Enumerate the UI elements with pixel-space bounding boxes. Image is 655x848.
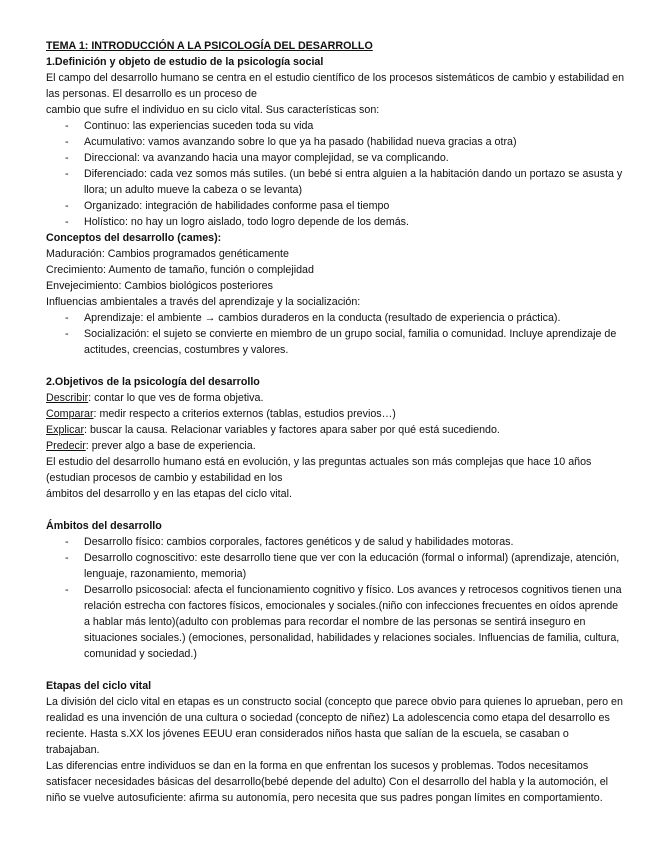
- section-domains: [46, 518, 625, 662]
- section-heading: Conceptos del desarrollo (cames):: [46, 232, 222, 244]
- section-objectives: [46, 374, 625, 502]
- section-concepts: [46, 230, 625, 358]
- paragraph: Envejecimiento: Cambios biológicos posteriores: [46, 280, 273, 292]
- list-item: - Acumulativo: vamos avanzando sobre lo que ya ha pasado (habilidad nueva gracias a otra): [46, 134, 625, 150]
- list-item: - Aprendizaje: el ambiente → cambios duraderos en la conducta (resultado de experiencia o práctica).: [46, 310, 625, 326]
- paragraph: Crecimiento: Aumento de tamaño, función o complejidad: [46, 264, 314, 276]
- list-item: - Desarrollo psicosocial: afecta el funcionamiento cognitivo y físico. Los avances y retrocesos cognitivos tienen una relación estrecha con factores físicos, emocionales y sociales.(niño con infecciones frecuentes en oídos aprende a hablar más lento)(adulto con problemas para recordar el nombre de las personas se sentirá inseguro en situaciones sociales.) (emociones, personalidad, habilidades y relaciones sociales. Influencias de familia, cultura, comunidad y sociedad.): [46, 582, 625, 662]
- characteristics-list: [46, 118, 625, 230]
- objective-line: [46, 438, 625, 454]
- section-heading: Etapas del ciclo vital: [46, 680, 152, 692]
- spacer: [46, 502, 625, 518]
- objective-text: : medir respecto a criterios externos (tablas, estudios previos…): [93, 408, 396, 420]
- paragraph: ámbitos del desarrollo y en las etapas del ciclo vital.: [46, 488, 292, 500]
- domains-list: [46, 534, 625, 662]
- document-title: TEMA 1: INTRODUCCIÓN A LA PSICOLOGÍA DEL DESARROLLO: [46, 40, 373, 52]
- paragraph: El campo del desarrollo humano se centra en el estudio científico de los procesos sistemáticos de cambio y estabilidad en las personas. El desarrollo es un proceso de: [46, 72, 625, 100]
- objective-term: Describir: [46, 392, 89, 404]
- objective-term: Explicar: [46, 424, 85, 436]
- objective-line: [46, 406, 625, 422]
- paragraph: El estudio del desarrollo humano está en evolución, y las preguntas actuales son más complejas que hace 10 años (estudian procesos de cambio y estabilidad en los: [46, 456, 592, 484]
- section-definition: [46, 54, 625, 230]
- objective-text: : prever algo a base de experiencia.: [85, 440, 256, 452]
- objective-term: Predecir: [46, 440, 86, 452]
- objective-line: [46, 422, 625, 438]
- paragraph: Maduración: Cambios programados genéticamente: [46, 248, 289, 260]
- list-item: - Holístico: no hay un logro aislado, todo logro depende de los demás.: [46, 214, 625, 230]
- list-item: - Continuo: las experiencias suceden toda su vida: [46, 118, 625, 134]
- list-item: - Socialización: el sujeto se convierte en miembro de un grupo social, familia o comunidad. Incluye aprendizaje de actitudes, creencias, costumbres y valores.: [46, 326, 625, 358]
- spacer: [46, 358, 625, 374]
- list-item: - Diferenciado: cada vez somos más sutiles. (un bebé si entra alguien a la habitación dando un portazo se asusta y llora; un adulto mueve la cabeza o se levanta): [46, 166, 625, 198]
- objective-term: Comparar: [46, 408, 94, 420]
- list-item: - Desarrollo cognoscitivo: este desarrollo tiene que ver con la educación (formal o informal) (aprendizaje, atención, lenguaje, razonamiento, memoria): [46, 550, 625, 582]
- objective-text: : buscar la causa. Relacionar variables y factores apara saber por qué está sucediendo.: [84, 424, 500, 436]
- section-heading: 1.Definición y objeto de estudio de la psicología social: [46, 56, 324, 68]
- paragraph: cambio que sufre el individuo en su ciclo vital. Sus características son:: [46, 104, 380, 116]
- spacer: [46, 662, 625, 678]
- paragraph: Las diferencias entre individuos se dan en la forma en que enfrentan los sucesos y problemas. Todos necesitamos satisfacer necesidades básicas del desarrollo(bebé depende del adulto) Con el desarrollo del habla y la automoción, el niño se vuelve autosuficiente: afirma su autonomía, pero necesita que sus padres pongan límites en comportamiento.: [46, 760, 609, 804]
- objective-line: [46, 390, 625, 406]
- section-stages: [46, 678, 625, 806]
- section-heading: 2.Objetivos de la psicología del desarrollo: [46, 376, 260, 388]
- paragraph: La división del ciclo vital en etapas es un constructo social (concepto que parece obvio para quienes lo aprueban, pero en realidad es una invención de una cultura o sociedad (concepto de niñez) La adolescencia como etapa del desarrollo es reciente. Hasta s.XX los jóvenes EEUU eran considerados niños hasta que salían de la escuela, se casaban o trabajaban.: [46, 696, 623, 756]
- objective-text: : contar lo que ves de forma objetiva.: [88, 392, 264, 404]
- section-heading: Ámbitos del desarrollo: [46, 520, 162, 532]
- list-item: - Organizado: integración de habilidades conforme pasa el tiempo: [46, 198, 625, 214]
- list-item: - Direccional: va avanzando hacia una mayor complejidad, se va complicando.: [46, 150, 625, 166]
- paragraph: Influencias ambientales a través del aprendizaje y la socialización:: [46, 296, 361, 308]
- influences-list: [46, 310, 625, 358]
- list-item: - Desarrollo físico: cambios corporales, factores genéticos y de salud y habilidades motoras.: [46, 534, 625, 550]
